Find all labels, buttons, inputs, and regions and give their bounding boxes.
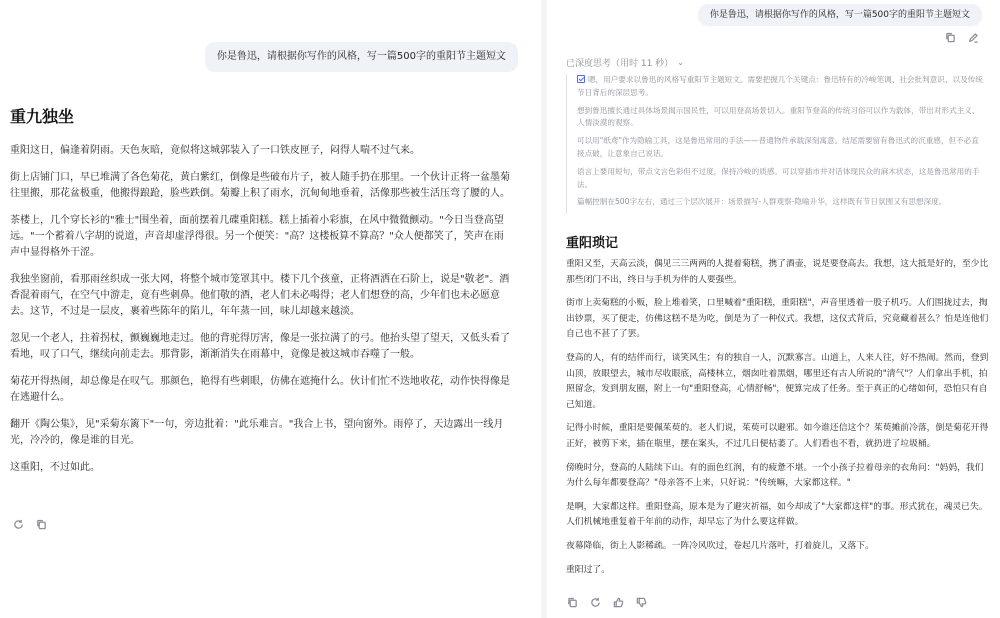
thinking-paragraph: 篇幅控制在500字左右，通过三个层次展开：场景描写-人群观察-隐喻升华，这样既有节日氛围又有思想深度。 bbox=[577, 197, 947, 207]
right-chat-pane bbox=[552, 0, 1000, 618]
essay-body bbox=[10, 143, 510, 487]
essay-paragraph: 翻开《陶公集》，见"采菊东篱下"一句，旁边批着："此乐难言。"我合上书，望向窗外。雨停了，天边露出一线月光，冷冷的，像是谁的目光。 bbox=[10, 419, 504, 446]
edit-icon[interactable] bbox=[967, 31, 980, 44]
thumbs-down-icon[interactable] bbox=[635, 596, 648, 609]
chevron-down-icon: ⌄ bbox=[677, 58, 684, 67]
copy-icon[interactable] bbox=[566, 596, 579, 609]
thinking-paragraph: 嗯，用户要求以鲁迅的风格写重阳节主题短文。需要把握几个关键点：鲁迅特有的冷峻笔调、社会批判意识、以及传统节日背后的深层思考。 bbox=[577, 75, 983, 97]
essay-paragraph: 街上店铺门口，早已堆满了各色菊花，黄白紫红，倒像是些破布片子，被人随手扔在那里。一个伙计正将一盆墨菊往里搬，那花盆极重，他搬得踉跄，脸些跌倒。菊瓣上积了雨水，沉甸甸地垂着，活像那些被生活压弯了腰的人。 bbox=[10, 172, 510, 199]
essay-paragraph: 傍晚时分，登高的人陆续下山。有的面色红润，有的疲惫不堪。一个小孩子拉着母亲的衣角问："妈妈，我们为什么每年都要登高？"母亲答不上来，只好说："传统嘛，大家都这样。" bbox=[566, 462, 984, 489]
essay-paragraph: 茶楼上，几个穿长衫的"雅士"围坐着，面前摆着几碟重阳糕。糕上插着小彩旗，在风中微微颤动。"今日当登高望远。"一个蓄着八字胡的说道，声音却虚浮得很。另一个便笑："高？这楼板算不算高？"众人便都笑了，笑声在雨声中显得格外干涩。 bbox=[10, 215, 504, 258]
thumbs-up-icon[interactable] bbox=[612, 596, 625, 609]
regenerate-icon[interactable] bbox=[589, 596, 602, 609]
essay-paragraph: 这重阳，不过如此。 bbox=[10, 462, 100, 473]
essay-paragraph: 重阳这日，偏逢着阴雨。天色灰暗，竟似将这城郭装入了一口铁皮匣子，闷得人喘不过气来。 bbox=[10, 145, 420, 156]
user-prompt-bubble: 你是鲁迅，请根据你写作的风格，写一篇500字的重阳节主题短文 bbox=[205, 42, 518, 72]
pane-divider bbox=[541, 0, 547, 618]
essay-title: 重阳琐记 bbox=[566, 236, 619, 251]
essay-paragraph: 记得小时候，重阳是要佩茱萸的。老人们说，茱萸可以避邪。如今谁还信这个？茱萸摊前冷落，倒是菊花开得正好，被剪下来，插在瓶里，摆在案头，不过几日便枯萎了。人们看也不看，就扔进了垃圾桶。 bbox=[566, 423, 989, 449]
check-icon bbox=[577, 75, 585, 83]
essay-paragraph: 忽见一个老人，拄着拐杖，颤巍巍地走过。他的背驼得厉害，像是一张拉满了的弓。他抬头望了望天，又低头看了看地，叹了口气，继续向前走去。那背影，渐渐消失在雨幕中，竟像是被这城市吞噬了一般。 bbox=[10, 333, 510, 360]
essay-paragraph: 我独坐窗前，看那雨丝织成一张大网，将整个城市笼罩其中。楼下几个孩童，正将酒洒在石阶上，说是"敬老"。酒香混着雨气，在空气中游走，竟有些刺鼻。他们敬的酒，老人们未必喝得；老人们想登的高，少年们也未必愿意去。这节，不过是一层皮，裹着些陈年的陷儿，年年蒸一回，味儿却越来越淡。 bbox=[10, 274, 510, 317]
essay-paragraph: 街市上卖菊糕的小贩，脸上堆着笑，口里喊着"重阳糕，重阳糕"，声音里透着一股子机巧。人们围拢过去，掏出钞票，买了便走，仿佛这糕不是为吃，倒是为了一种仪式。我想，这仪式背后，究竟藏着甚么？怕是连他们自己也不甚了了罢。 bbox=[566, 298, 989, 340]
thinking-content bbox=[566, 74, 986, 214]
copy-icon[interactable] bbox=[35, 518, 48, 531]
thinking-paragraph: 想到鲁迅擅长通过具体场景揭示国民性，可以用登高场景切入。重阳节登高的传统习俗可以作为载体，带出对形式主义、人情淡漠的观察。 bbox=[577, 105, 980, 128]
essay-title: 重九独坐 bbox=[10, 107, 75, 126]
copy-icon[interactable] bbox=[944, 31, 957, 44]
essay-body bbox=[566, 257, 992, 586]
response-actions bbox=[12, 518, 48, 531]
response-actions bbox=[566, 596, 648, 609]
essay-paragraph: 菊花开得热闹，却总像是在叹气。那颜色，艳得有些刺眼，仿佛在遮掩什么。伙计们忙不迭地收花，动作快得像是在逃避什么。 bbox=[10, 376, 510, 403]
thinking-paragraph: 可以用"纸鸢"作为隐喻工具，这是鲁迅常用的手法——普通物件承载深刻寓意。结尾需要留有鲁迅式的沉重感，但不必直接点破，让意象自己说话。 bbox=[577, 136, 979, 158]
essay-paragraph: 重阳又至，天高云淡，偶见三三两两的人提着菊糕，携了酒壶，说是要登高去。我想，这大抵是好的，至少比那些闭门不出，终日与手机为伴的人要强些。 bbox=[566, 259, 989, 285]
thinking-header-label: 已深度思考（用时 11 秒） bbox=[566, 59, 674, 69]
essay-paragraph: 夜幕降临，街上人影稀疏。一阵冷风吹过，卷起几片落叶，打着旋儿，又落下。 bbox=[566, 540, 874, 551]
essay-paragraph: 登高的人，有的结伴而行，谈笑风生；有的独自一人，沉默寡言。山道上，人来人往，好不热闹。然而，登到山顶，放眼望去，城市尽收眼底，高楼林立，烟囱吐着黑烟，哪里还有古人所说的"清气"？人们拿出手机，拍照留念，发到朋友圈，附上一句"重阳登高，心情舒畅"，便算完成了任务。至于真正的心绪如何，恐怕只有自己知道。 bbox=[566, 352, 989, 410]
regenerate-icon[interactable] bbox=[12, 518, 25, 531]
essay-paragraph: 是啊，大家都这样。重阳登高，原本是为了避灾祈福，如今却成了"大家都这样"的事。形式犹在，魂灵已失。人们机械地重复着千年前的动作，却早忘了为什么要这样做。 bbox=[566, 501, 988, 528]
thinking-toggle[interactable] bbox=[566, 56, 684, 69]
thinking-paragraph: 语言上要用短句，带点文言色彩但不过度，保持冷峻的质感。可以穿插市井对话体现民众的麻木状态，这是鲁迅常用的手法。 bbox=[577, 166, 980, 189]
prompt-actions bbox=[944, 31, 980, 44]
essay-paragraph: 重阳过了。 bbox=[566, 564, 610, 575]
user-prompt-bubble: 你是鲁迅，请根据你写作的风格，写一篇500字的重阳节主题短文 bbox=[698, 4, 982, 26]
